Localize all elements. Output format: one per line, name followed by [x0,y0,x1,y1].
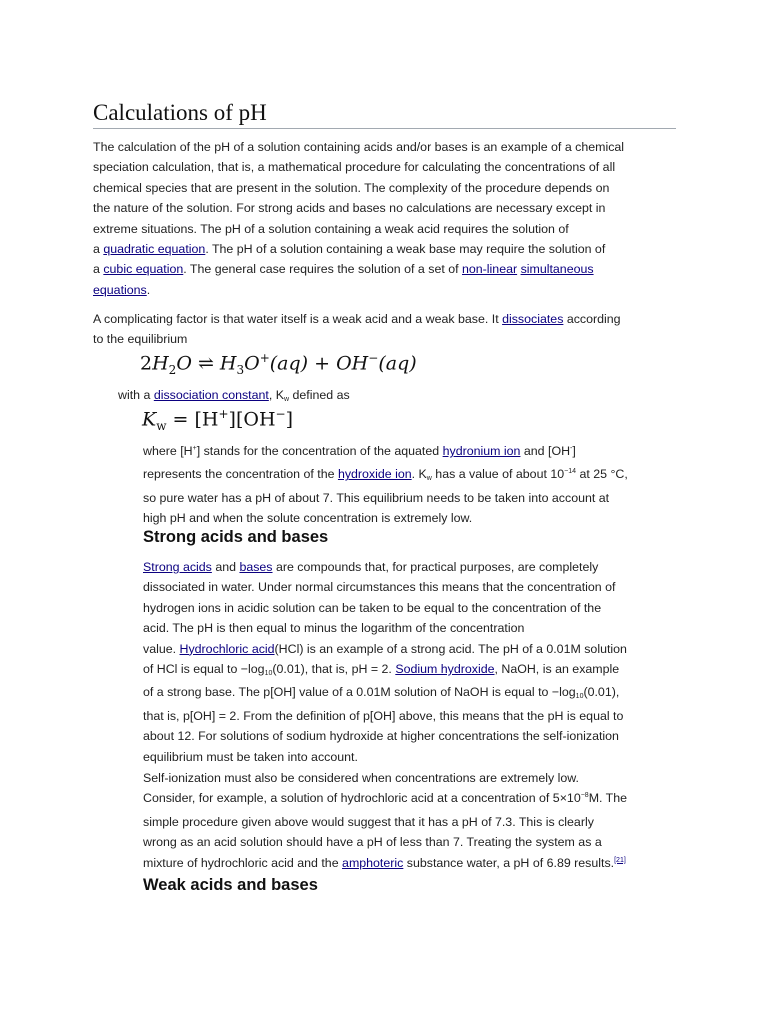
link-amphoteric[interactable]: amphoteric [342,855,404,870]
link-hydrochloric-acid[interactable]: Hydrochloric acid [179,641,275,656]
intro-paragraph: The calculation of the pH of a solution containing acids and/or bases is an example of a chemical speciation calculation, that is, a mathematical procedure for calculating the concentrations of all chemical species that are present in the solution. The complexity of the procedure depends on the nature of the solution. For strong acids and bases no calculations are necessary except in extreme situations. The pH of a solution containing a weak acid requires the solution of a quadratic equation. The pH of a solution containing a weak base may require the solution of a cubic equation. The general case requires the solution of a set of non-linear simultaneous equations. [93,140,625,297]
link-strong-acids[interactable]: Strong acids [143,560,212,574]
strong-acids-paragraph: Strong acids and bases are compounds that, for practical purposes, are completely dissociated in water. Under normal circumstances this means that the concentration of hydrogen ions in acidic solution can be taken to be equal to the concentration of the acid. The pH is then equal to minus the logarithm of the concentration value. Hydrochloric acid(HCl) is an example of a strong acid. The pH of a 0.01M solution of HCl is equal to −log10(0.01), that is, pH = 2. Sodium hydroxide, NaOH, is an example of a strong base. The p[OH] value of a 0.01M solution of NaOH is equal to −log10(0.01), that is, p[OH] = 2. From the definition of p[OH] above, this means that the pH is equal to about 12. For solutions of sodium hydroxide at higher concentrations the self-ionization equilibrium must be taken into account. [143,560,627,764]
link-hydronium-ion[interactable]: hydronium ion [442,444,521,458]
link-non-linear[interactable]: non-linear [462,262,518,277]
link-quadratic-equation[interactable]: quadratic equation [103,242,206,257]
water-paragraph: A complicating factor is that water itself is a weak acid and a weak base. It dissociates according to the equilibrium [93,312,621,347]
page-title: Calculations of pH [93,100,676,129]
section-heading-weak-acids: Weak acids and bases [143,876,318,894]
dissociation-constant-line: with a dissociation constant, Kw defined as [118,388,350,403]
link-dissociation-constant[interactable]: dissociation constant [153,388,269,402]
section-heading-strong-acids: Strong acids and bases [143,528,329,546]
link-dissociates[interactable]: dissociates [502,312,564,326]
kw-equation: $K_w = [H^+][OH^-]$ [142,407,294,434]
link-cubic-equation[interactable]: cubic equation [103,262,184,277]
kw-explanation-paragraph: where [H+] stands for the concentration of the aquated hydronium ion and [OH-] represents the concentration of the hydroxide ion. Kw has a value of about $10^{-14}$ at 25 °C, so pure water has a pH of about 7. This equilibrium needs to be taken into account at high pH and when the solute concentration is extremely low. [143,444,628,526]
self-ionization-paragraph: Self-ionization must also be considered when concentrations are extremely low. Consider, for example, a solution of hydrochloric acid at a concentration of $5\times 10^{-8}M$. The simple procedure given above would suggest that it has a pH of 7.3. This is clearly wrong as an acid solution should have a pH of less than 7. Treating the system as a mixture of hydrochloric acid and the amphoteric substance water, a pH of 6.89 results.[21] [143,771,628,870]
link-equations[interactable]: equations [93,282,147,297]
link-simultaneous-equations[interactable]: simultaneous [520,262,594,277]
link-hydroxide-ion[interactable]: hydroxide ion [337,467,412,482]
reference-21-link[interactable]: [21] [614,856,626,864]
link-bases[interactable]: bases [239,560,273,574]
water-equilibrium-equation: $2H_2O$ ⇌ $H_3O^+(aq) + OH^-(aq)$ [140,351,417,378]
link-sodium-hydroxide[interactable]: Sodium hydroxide [395,662,495,677]
